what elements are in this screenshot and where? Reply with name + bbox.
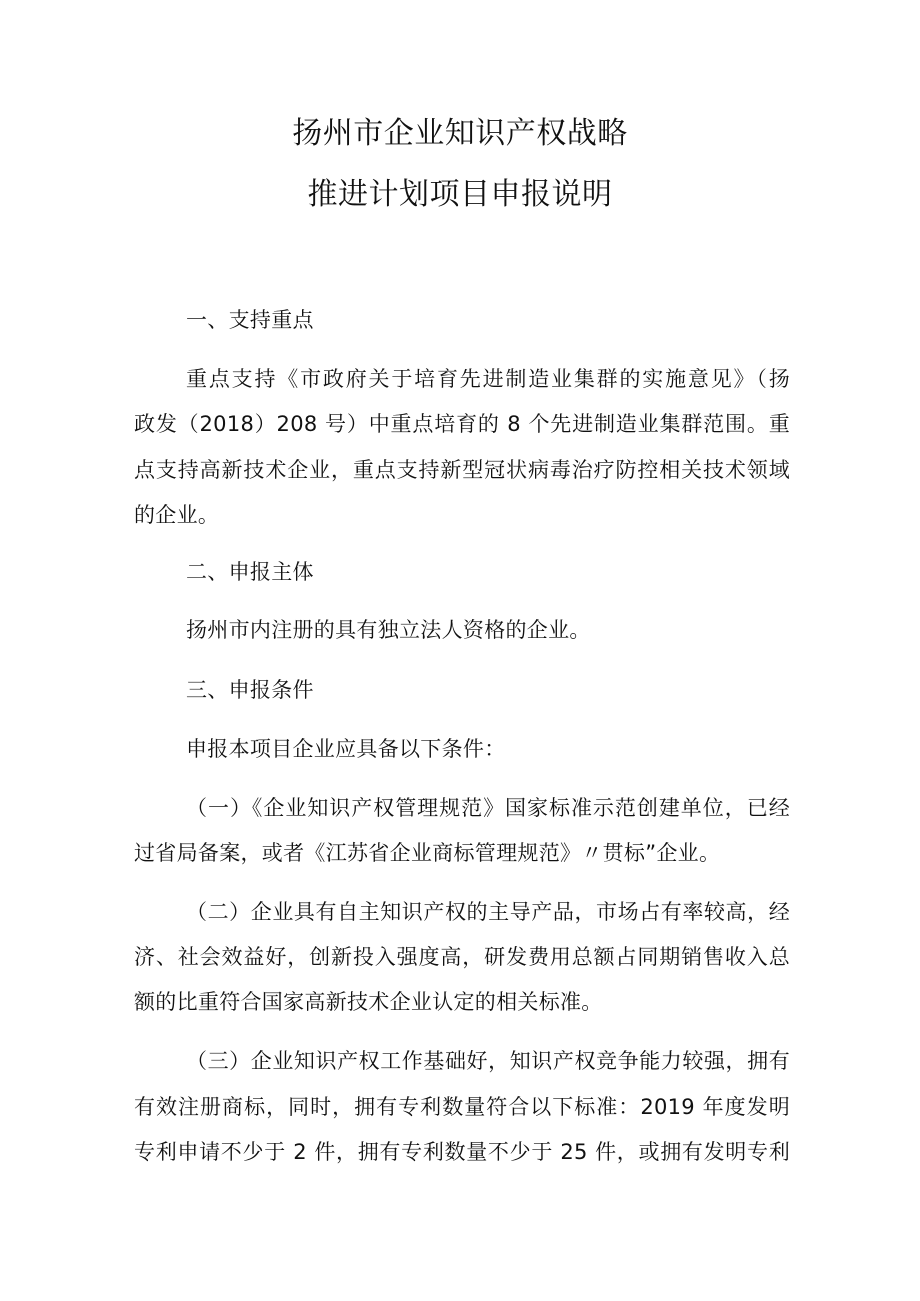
section-1-line-4: 的企业。 bbox=[134, 503, 220, 527]
section-3-intro: 申报本项目企业应具备以下条件： bbox=[186, 737, 506, 761]
document-title-line-2: 推进计划项目申报说明 bbox=[307, 177, 613, 212]
section-3-item-2-line-2: 济、社会效益好，创新投入强度高，研发费用总额占同期销售收入总 bbox=[134, 945, 790, 969]
section-2-heading: 二、申报主体 bbox=[186, 560, 314, 584]
section-3-item-3-line-2: 有效注册商标，同时，拥有专利数量符合以下标准：2019 年度发明 bbox=[134, 1095, 790, 1119]
section-3-item-2-line-3: 额的比重符合国家高新技术企业认定的相关标准。 bbox=[134, 990, 603, 1014]
section-3-item-1-line-1: （一）《企业知识产权管理规范》国家标准示范创建单位，已经 bbox=[186, 796, 790, 820]
section-2-line-1: 扬州市内注册的具有独立法人资格的企业。 bbox=[186, 618, 591, 642]
section-3-item-3-line-1: （三）企业知识产权工作基础好，知识产权竞争能力较强，拥有 bbox=[186, 1049, 790, 1073]
section-1-line-3: 点支持高新技术企业，重点支持新型冠状病毒治疗防控相关技术领域 bbox=[134, 458, 790, 482]
section-3-item-1-line-2: 过省局备案，或者《江苏省企业商标管理规范》〃贯标”企业。 bbox=[134, 841, 721, 865]
section-3-item-2-line-1: （二）企业具有自主知识产权的主导产品，市场占有率较高，经 bbox=[186, 900, 790, 924]
section-3-heading: 三、申报条件 bbox=[186, 678, 314, 702]
section-1-line-2: 政发（2018）208 号）中重点培育的 8 个先进制造业集群范围。重 bbox=[134, 412, 790, 436]
section-1-heading: 一、支持重点 bbox=[186, 308, 314, 332]
section-3-item-3-line-3: 专利申请不少于 2 件，拥有专利数量不少于 25 件，或拥有发明专利 bbox=[134, 1140, 790, 1164]
section-1-line-1: 重点支持《市政府关于培育先进制造业集群的实施意见》（扬 bbox=[186, 367, 790, 391]
document-title-line-1: 扬州市企业知识产权战略 bbox=[292, 116, 628, 151]
